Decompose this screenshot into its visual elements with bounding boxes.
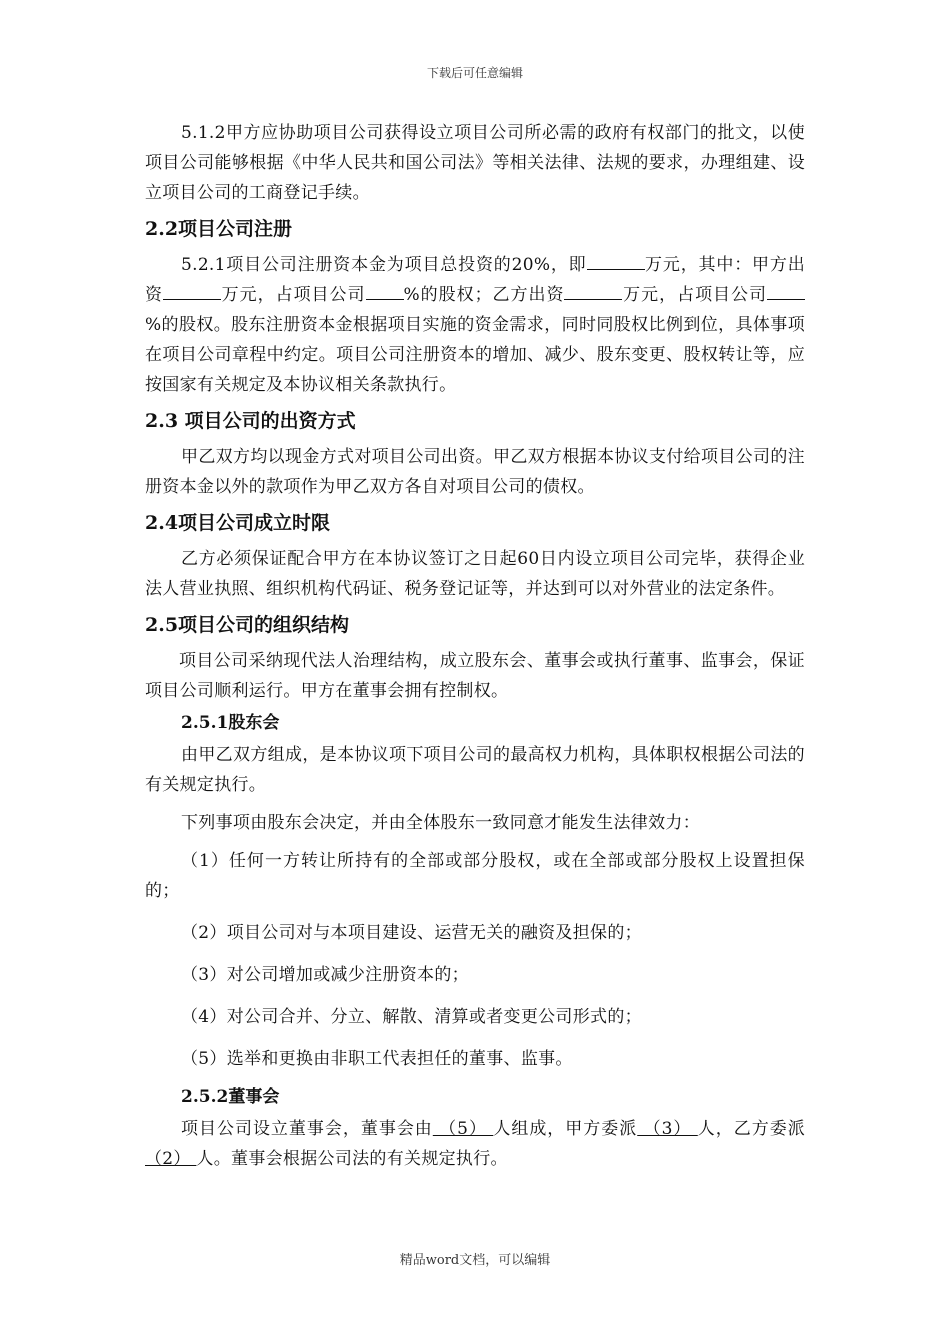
list-item: （2）项目公司对与本项目建设、运营无关的融资及担保的；	[181, 923, 642, 943]
paragraph-2-5-2	[145, 1114, 805, 1174]
page-header: 下载后可任意编辑	[426, 66, 523, 80]
text-5-2-1-d: %的股权；乙方出资	[403, 285, 565, 305]
heading-2-5-2: 2.5.2董事会	[181, 1087, 280, 1107]
heading-2-5-1: 2.5.1股东会	[181, 713, 280, 733]
blank-party-b-amount	[564, 281, 622, 300]
list-item: （5）选举和更换由非职工代表担任的董事、监事。	[181, 1049, 573, 1069]
paragraph-5-1-2: 5.1.2甲方应协助项目公司获得设立项目公司所必需的政府有权部门的批文，以使项目公司能够根据《中华人民共和国公司法》等相关法律、法规的要求，办理组建、设立项目公司的工商登记手续。	[145, 123, 805, 203]
document-body	[145, 118, 805, 1174]
paragraph-2-5-1-a: 由甲乙双方组成，是本协议项下项目公司的最高权力机构，具体职权根据公司法的有关规定执行。	[145, 745, 805, 795]
text-2-5-2-c: 人，乙方委派	[697, 1119, 806, 1139]
paragraph-5-2-1	[145, 250, 805, 400]
paragraph-2-5-1-b: 下列事项由股东会决定，并由全体股东一致同意才能发生法律效力：	[181, 813, 700, 833]
paragraph-2-5: 项目公司采纳现代法人治理结构，成立股东会、董事会或执行董事、监事会，保证项目公司顺利运行。甲方在董事会拥有控制权。	[145, 651, 805, 701]
heading-2-3: 2.3 项目公司的出资方式	[145, 410, 356, 432]
text-5-2-1-a: 5.2.1项目公司注册资本金为项目总投资的20%，即	[181, 255, 587, 275]
blank-total-amount	[587, 251, 645, 270]
list-item: （4）对公司合并、分立、解散、清算或者变更公司形式的；	[181, 1007, 642, 1027]
paragraph-2-4: 乙方必须保证配合甲方在本协议签订之日起60日内设立项目公司完毕，获得企业法人营业执照、组织机构代码证、税务登记证等，并达到可以对外营业的法定条件。	[145, 549, 805, 599]
text-5-2-1-c: 万元，占项目公司	[220, 285, 366, 305]
text-5-2-1-e: 万元，占项目公司	[622, 285, 767, 305]
heading-2-2: 2.2项目公司注册	[145, 218, 293, 240]
heading-2-4: 2.4项目公司成立时限	[145, 512, 331, 534]
paragraph-2-3: 甲乙双方均以现金方式对项目公司出资。甲乙双方根据本协议支付给项目公司的注册资本金以外的款项作为甲乙双方各自对项目公司的债权。	[145, 447, 805, 497]
party-a-directors-value: （3）	[637, 1119, 698, 1139]
text-5-2-1-f: %的股权。股东注册资本金根据项目实施的资金需求，同时同股权比例到位，具体事项在项目公司章程中约定。项目公司注册资本的增加、减少、股东变更、股权转让等，应按国家有关规定及本协议相关条款执行。	[145, 315, 805, 395]
text-2-5-2-b: 人组成，甲方委派	[493, 1119, 638, 1139]
blank-party-a-percent	[366, 281, 404, 300]
blank-party-b-percent	[767, 281, 805, 300]
text-5-2-1-b: 万元，其中：甲方出资	[145, 255, 805, 305]
board-size-value: （5）	[432, 1119, 494, 1139]
party-b-directors-value: （2）	[145, 1149, 197, 1169]
heading-2-5: 2.5项目公司的组织结构	[145, 614, 350, 636]
blank-party-a-amount	[163, 281, 221, 300]
text-2-5-2-a: 项目公司设立董事会，董事会由	[181, 1119, 433, 1139]
list-item: （3）对公司增加或减少注册资本的；	[181, 965, 469, 985]
page-footer: 精品word文档，可以编辑	[399, 1253, 551, 1268]
text-2-5-2-d: 人。董事会根据公司法的有关规定执行。	[196, 1149, 508, 1169]
list-item: （1）任何一方转让所持有的全部或部分股权，或在全部或部分股权上设置担保的；	[145, 851, 805, 901]
